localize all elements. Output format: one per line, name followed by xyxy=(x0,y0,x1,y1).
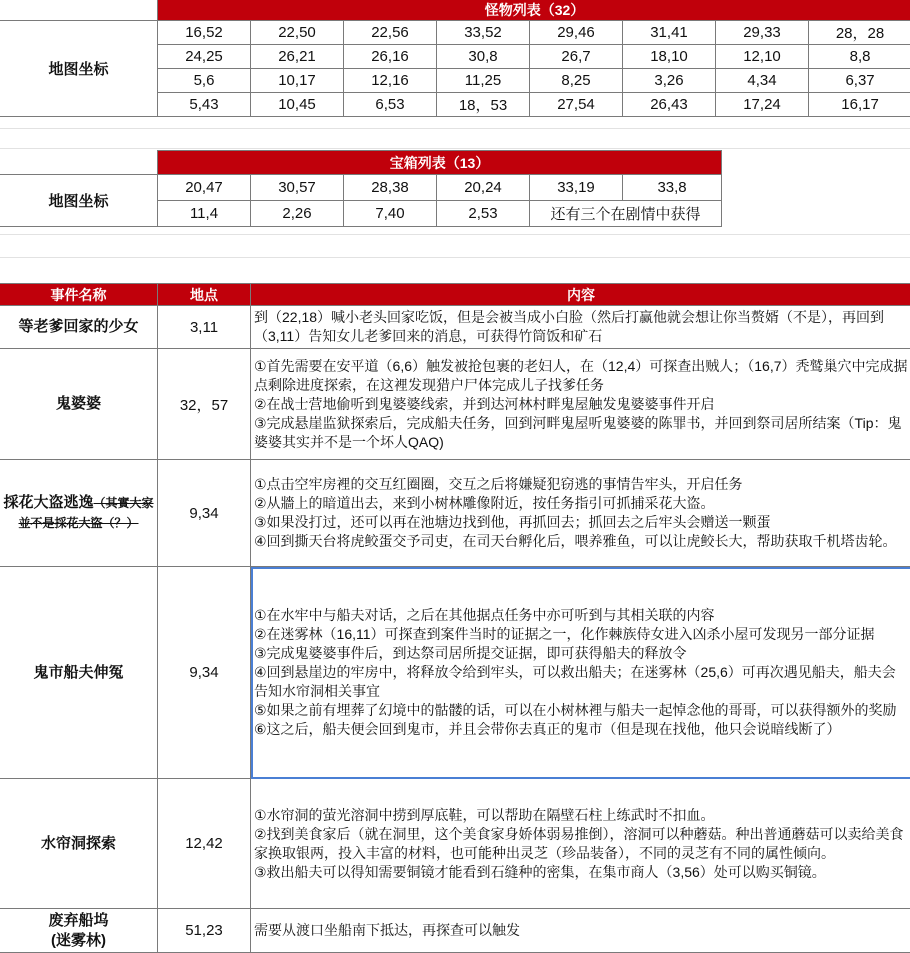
coord-cell[interactable]: 6,53 xyxy=(344,93,437,117)
coord-cell[interactable]: 31,41 xyxy=(623,21,716,45)
blank-cell xyxy=(0,0,158,21)
coord-cell[interactable]: 6,37 xyxy=(809,69,910,93)
coord-cell[interactable]: 30,57 xyxy=(251,175,344,201)
event-location-cell[interactable]: 3,11 xyxy=(158,306,251,349)
event-name-strikethrough: 並不是採花大盜（？） xyxy=(18,516,138,530)
header-content[interactable]: 内容 xyxy=(251,284,910,306)
coord-cell[interactable]: 11,4 xyxy=(158,201,251,227)
content-line: ②找到美食家后（就在洞里，这个美食家身娇体弱易推倒），溶洞可以种蘑菇。种出普通蘑菇可以卖给美食家换取银两，投入丰富的材料，也可能种出灵芝（珍品装备），不同的灵芝有不同的属性倾向。 xyxy=(254,825,908,863)
coord-cell[interactable]: 5,6 xyxy=(158,69,251,93)
coord-cell[interactable]: 2,26 xyxy=(251,201,344,227)
content-line: 到（22,18）喊小老头回家吃饭，但是会被当成小白脸（然后打赢他就会想让你当赘婿（不是），再回到（3,11）告知女儿老爹回来的消息，可获得竹筒饭和矿石 xyxy=(254,308,908,346)
coord-cell[interactable]: 24,25 xyxy=(158,45,251,69)
event-location-cell[interactable]: 51,23 xyxy=(158,909,251,953)
monster-table xyxy=(0,0,910,117)
coord-cell[interactable]: 27,54 xyxy=(530,93,623,117)
content-line: ①水帘洞的萤光溶洞中捞到厚底鞋，可以帮助在隔壁石柱上练武时不扣血。 xyxy=(254,806,908,825)
monster-table-title[interactable]: 怪物列表（32） xyxy=(158,0,910,21)
event-content-cell[interactable] xyxy=(251,349,910,460)
event-location-cell[interactable]: 12,42 xyxy=(158,779,251,909)
coord-cell[interactable]: 10,17 xyxy=(251,69,344,93)
event-name-text: 採花大盗逃逸 xyxy=(3,494,93,511)
coord-cell[interactable]: 26,21 xyxy=(251,45,344,69)
coord-cell[interactable]: 17,24 xyxy=(716,93,809,117)
event-location-cell[interactable]: 9,34 xyxy=(158,567,251,779)
coord-cell[interactable]: 20,24 xyxy=(437,175,530,201)
monster-coords-label[interactable]: 地图坐标 xyxy=(0,21,158,117)
chest-table-title[interactable]: 宝箱列表（13） xyxy=(158,151,722,175)
content-line: ②在迷雾林（16,11）可探查到案件当时的证据之一，化作棘族侍女进入凶杀小屋可发现另一部分证据 xyxy=(254,625,908,644)
content-line: 需要从渡口坐船南下抵达，再探查可以触发 xyxy=(254,921,908,940)
coord-cell[interactable]: 4,34 xyxy=(716,69,809,93)
gridline xyxy=(0,128,910,129)
coord-cell[interactable]: 33,52 xyxy=(437,21,530,45)
coord-cell[interactable]: 28,38 xyxy=(344,175,437,201)
coord-cell[interactable]: 5,43 xyxy=(158,93,251,117)
event-name-line: (迷雾林) xyxy=(51,932,106,949)
content-line: ③救出船夫可以得知需要铜镜才能看到石缝种的密集，在集市商人（3,56）处可以购买铜镜。 xyxy=(254,863,908,882)
coord-cell[interactable]: 7,40 xyxy=(344,201,437,227)
event-name-cell[interactable]: 等老爹回家的少女 xyxy=(0,306,158,349)
gridline xyxy=(0,148,910,149)
event-content-cell[interactable] xyxy=(251,460,910,567)
chest-coords-label[interactable]: 地图坐标 xyxy=(0,175,158,227)
coord-cell[interactable]: 26,16 xyxy=(344,45,437,69)
coord-cell[interactable]: 12,10 xyxy=(716,45,809,69)
coord-cell[interactable]: 26,7 xyxy=(530,45,623,69)
content-line: ⑥这之后，船夫便会回到鬼市，并且会带你去真正的鬼市（但是现在找他，他只会说暗线断了） xyxy=(254,720,908,739)
coord-cell[interactable]: 16,17 xyxy=(809,93,910,117)
coord-cell[interactable]: 16,52 xyxy=(158,21,251,45)
events-table xyxy=(0,283,910,953)
coord-cell[interactable]: 29,33 xyxy=(716,21,809,45)
chest-table xyxy=(0,150,722,227)
coord-cell[interactable]: 3,26 xyxy=(623,69,716,93)
event-name-line: 废弃船坞 xyxy=(48,912,108,929)
content-line: ④回到撕天台将虎鲛蛋交予司吏，在司天台孵化后，喂养雅鱼，可以让虎鲛长大，帮助获取千机塔齿轮。 xyxy=(254,532,908,551)
event-name-strikethrough: （其實大家 xyxy=(94,496,154,510)
coord-cell[interactable]: 29,46 xyxy=(530,21,623,45)
event-name-cell[interactable]: 鬼婆婆 xyxy=(0,349,158,460)
content-line: ①首先需要在安平道（6,6）触发被抢包裹的老妇人，在（12,4）可探查出贼人；（16,7）秃鹫巢穴中完成据点剩除进度探索，在这裡发现猎户尸体完成儿子找爹任务 xyxy=(254,357,908,395)
event-location-cell[interactable]: 32，57 xyxy=(158,349,251,460)
event-location-cell[interactable]: 9,34 xyxy=(158,460,251,567)
coord-cell[interactable]: 30,8 xyxy=(437,45,530,69)
content-line: ⑤如果之前有埋葬了幻境中的骷髅的话，可以在小树林裡与船夫一起悼念他的哥哥，可以获得额外的奖励 xyxy=(254,701,908,720)
coord-cell[interactable]: 18,10 xyxy=(623,45,716,69)
chest-note-cell[interactable]: 还有三个在剧情中获得 xyxy=(530,201,722,227)
coord-cell[interactable]: 26,43 xyxy=(623,93,716,117)
coord-cell[interactable]: 11,25 xyxy=(437,69,530,93)
header-event-name[interactable]: 事件名称 xyxy=(0,284,158,306)
coord-cell[interactable]: 22,56 xyxy=(344,21,437,45)
coord-cell[interactable]: 8,25 xyxy=(530,69,623,93)
coord-cell[interactable]: 20,47 xyxy=(158,175,251,201)
gridline xyxy=(0,257,910,258)
coord-cell[interactable]: 8,8 xyxy=(809,45,910,69)
coord-cell[interactable]: 33,8 xyxy=(623,175,722,201)
content-line: ③如果没打过，还可以再在池塘边找到他，再抓回去；抓回去之后牢头会赠送一颗蛋 xyxy=(254,513,908,532)
event-name-cell[interactable]: 鬼市船夫伸冤 xyxy=(0,567,158,779)
event-name-cell[interactable]: 水帘洞探索 xyxy=(0,779,158,909)
content-line: ④回到悬崖边的牢房中，将释放令给到牢头，可以救出船夫；在迷雾林（25,6）可再次遇见船夫，船夫会告知水帘洞相关事宜 xyxy=(254,663,908,701)
coord-cell[interactable]: 28，28 xyxy=(809,21,910,45)
coord-cell[interactable]: 10,45 xyxy=(251,93,344,117)
content-line: ②从牆上的暗道出去，来到小树林雕像附近，按任务指引可抓捕采花大盗。 xyxy=(254,494,908,513)
event-content-cell[interactable] xyxy=(251,306,910,349)
header-location[interactable]: 地点 xyxy=(158,284,251,306)
coord-cell[interactable]: 12,16 xyxy=(344,69,437,93)
content-line: ③完成鬼婆婆事件后，到达祭司居所提交证据，即可获得船夫的释放令 xyxy=(254,644,908,663)
content-line: ②在战士营地偷听到鬼婆婆线索，并到达河林村畔鬼屋触发鬼婆婆事件开启 xyxy=(254,395,908,414)
content-line: ①点击空牢房裡的交互红圈圈，交互之后将嫌疑犯窃逃的事情告牢头，开启任务 xyxy=(254,475,908,494)
event-name-cell[interactable] xyxy=(0,460,158,567)
content-line: ①在水牢中与船夫对话，之后在其他据点任务中亦可听到与其相关联的内容 xyxy=(254,606,908,625)
coord-cell[interactable]: 22,50 xyxy=(251,21,344,45)
coord-cell[interactable]: 2,53 xyxy=(437,201,530,227)
event-content-cell-selected[interactable] xyxy=(251,567,910,779)
content-line: ③完成悬崖监狱探索后，完成船夫任务，回到河畔鬼屋听鬼婆婆的陈罪书，并回到祭司居所结案（Tip：鬼婆婆其实并不是一个坏人QAQ) xyxy=(254,414,908,452)
coord-cell[interactable]: 33,19 xyxy=(530,175,623,201)
coord-cell[interactable]: 18，53 xyxy=(437,93,530,117)
gridline xyxy=(0,234,910,235)
blank-cell xyxy=(0,151,158,175)
event-content-cell[interactable] xyxy=(251,779,910,909)
